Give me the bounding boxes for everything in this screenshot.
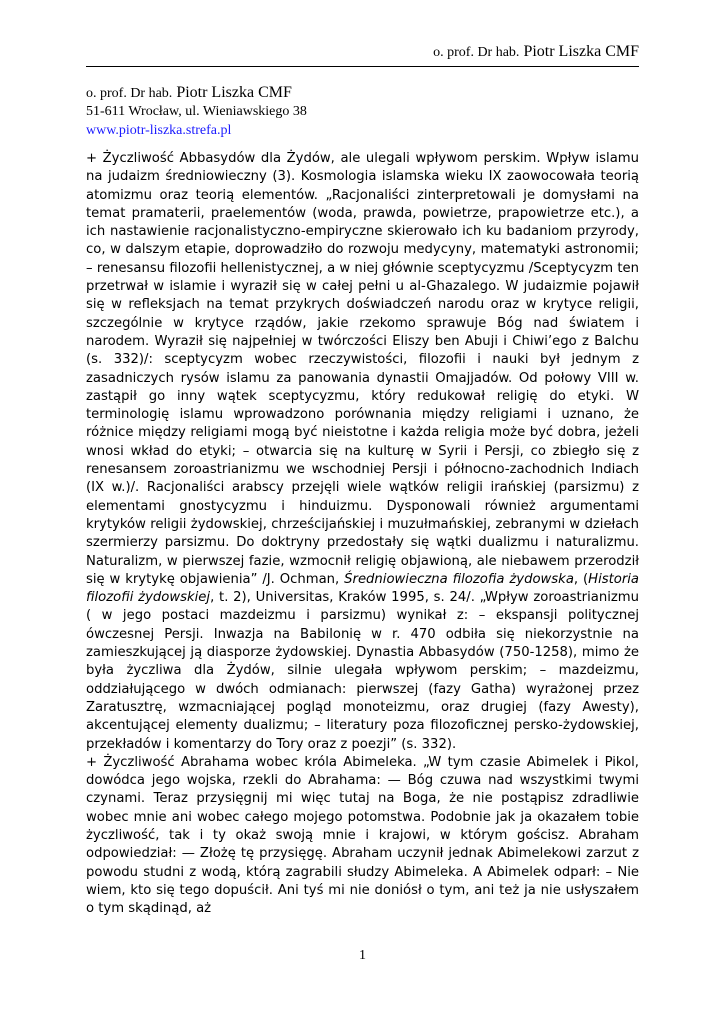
book-title: Średniowieczna filozofia żydowska — [344, 571, 574, 587]
body-text — [86, 150, 639, 918]
paragraph-abraham: + Życzliwość Abrahama wobec króla Abimeleka. „W tym czasie Abimelek i Pikol, dowódca jego wojska, rzekli do Abrahama: — Bóg czuwa nad wszystkimi twymi czynami. Teraz przysięgnij mi więc tutaj na Boga, że nie postąpisz zdradliwie wobec mnie ani wobec całego mojego potomstwa. Podobnie jak ja okazałem tobie życzliwość, tak i ty okaż swoją mnie i krajowi, w którym gościsz. Abraham odpowiedział: — Złożę tę przysięgę. Abraham uczynił jednak Abimelekowi zarzut z powodu studni z wodą, którą zagrabili słudzy Abimeleka. A Abimelek odparł: – Nie wiem, kto się tego dopuścił. Ani tyś mi nie doniósł o tym, ani też ja nie usłyszałem o tym skądinąd, aż — [86, 754, 639, 917]
page-number: 1 — [359, 948, 366, 963]
paragraph-abbasids — [86, 150, 639, 754]
running-header — [433, 43, 639, 61]
author-website-link[interactable]: www.piotr-liszka.strefa.pl — [86, 123, 232, 138]
author-line — [86, 84, 307, 103]
header-divider — [86, 66, 639, 67]
author-contact-block — [86, 84, 307, 140]
author-address: 51-611 Wrocław, ul. Wieniawskiego 38 — [86, 104, 307, 119]
author-prefix: o. prof. Dr hab. — [86, 86, 173, 101]
header-author-prefix: o. prof. Dr hab. — [433, 45, 520, 60]
author-name: Piotr Liszka CMF — [176, 84, 292, 101]
series-title: Historia filozofii żydowskiej — [86, 571, 640, 606]
paragraph-abbasids-text-b: , ( — [573, 571, 589, 587]
paragraph-abbasids-text-a: + Życzliwość Abbasydów dla Żydów, ale ulegali wpływom perskim. Wpływ islamu na judaizm średniowieczny (3). Kosmologia islamska wieku IX zaowocowała teorią atomizmu oraz teorią elementów. „Racjonaliści zinterpretowali je domysłami na temat pramaterii, praelementów (woda, prawda, powietrze, prapowietrze etc.), a ich nastawienie racjonalistyczno-empiryczne skierowało ich ku badaniom przyrody, co, w dalszym etapie, doprowadziło do rozwoju medycyny, matematyki astronomii; – renesansu filozofii hellenistycznej, a w niej głównie sceptycyzmu /Sceptycyzm ten przetrwał w islamie i wyraził się w całej pełni u al-Ghazalego. W judaizmie pojawił się w refleksjach na temat przykrych doświadczeń narodu oraz w krytyce religii, szczególnie w krytyce rządów, jakie rzekomo sprawuje Bóg nad światem i narodem. Wyraził się najpełniej w twórczości Eliszy ben Abuji i Chiwi’ego z Balchu (s. 332)/: sceptycyzm wobec rzeczywistości, filozofii i nauki był jednym z zasadniczych rysów islamu za panowania dynastii Omajjadów. Od połowy VIII w. zastąpił go inny wątek sceptycyzmu, który redukował religię do etyki. W terminologię islamu wprowadzono porównania między religiami i uznano, że różnice między religiami mogą być nieistotne i każda religia może być dobra, jeżeli wnosi wkład do etyki; – otwarcia się na kulturę w Syrii i Persji, co zbiegło się z renesansem zoroastrianizmu we wschodniej Persji i północno-zachodnich Indiach (IX w.)/. Racjonaliści arabscy przejęli wiele wątków religii irańskiej (parsizmu) z elementami gnostycyzmu i hinduizmu. Dysponowali również argumentami krytyków religii żydowskiej, chrześcijańskiej i muzułmańskiej, zebranymi w dziełach szermierzy parsizmu. Do doktryny przedostały się wątki dualizmu i naturalizmu. Naturalizm, w pierwszej fazie, wzmocnił religię objawioną, ale niebawem przerodził się w krytykę objawienia” /J. Ochman, — [86, 151, 639, 587]
paragraph-abbasids-text-c: , t. 2), Universitas, Kraków 1995, s. 24/. „Wpływ zoroastrianizmu ( w jego postaci mazdeizmu i parsizmu) wynikał z: – ekspansji politycznej ówczesnej Persji. Inwazja na Babilonię w r. 470 odbiła się niekorzystnie na zamieszkującej ją diasporze żydowskiej. Dynastia Abbasydów (750-1258), mimo że była życzliwa dla Żydów, silnie ulegała wpływom perskim; – mazdeizmu, oddziałującego w dwóch odmianach: pierwszej (fazy Gatha) wyrażonej przez Zaratusztrę, wzmacniającej pogląd monoteizmu, oraz drugiej (fazy Awesty), akcentującej elementy dualizmu; – literatury poza filozoficznej persko-żydowskiej, przekładów i komentarzy do Tory oraz z poezji” (s. 332). — [86, 590, 639, 752]
header-author-name: Piotr Liszka CMF — [523, 43, 639, 60]
